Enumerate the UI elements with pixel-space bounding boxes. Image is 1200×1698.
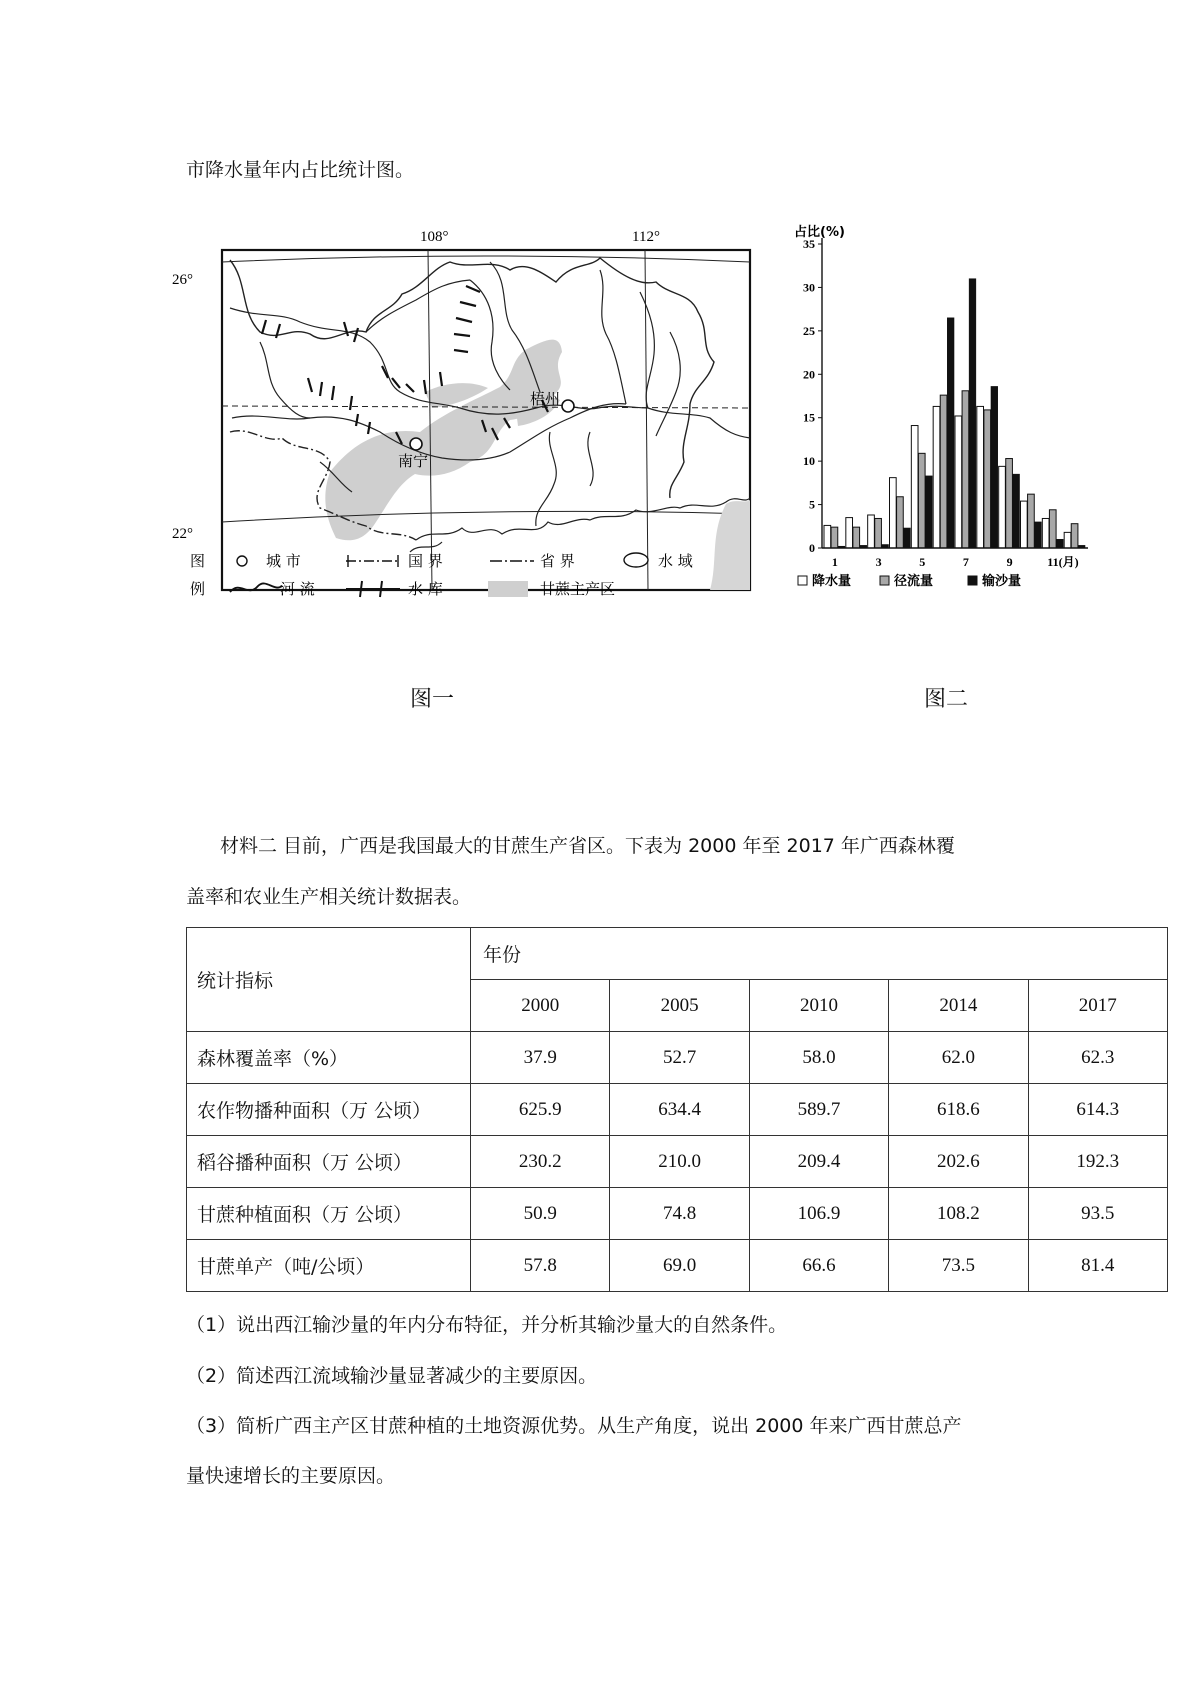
bar-径流量-9 — [1006, 459, 1013, 548]
bar-径流量-4 — [897, 497, 904, 548]
legend-label: 输沙量 — [982, 574, 1022, 589]
table-row — [187, 1240, 1168, 1292]
table-cell: 37.9 — [471, 1032, 610, 1084]
table-cell: 230.2 — [471, 1136, 610, 1188]
year-cell: 2017 — [1028, 980, 1167, 1032]
x-tick-label: 5 — [919, 555, 926, 569]
x-tick-label: 1 — [831, 555, 838, 569]
table-cell: 202.6 — [889, 1136, 1028, 1188]
bar-径流量-7 — [962, 391, 969, 548]
table-cell: 69.0 — [610, 1240, 749, 1292]
bar-径流量-6 — [940, 395, 947, 548]
stats-table — [186, 927, 1168, 1292]
lon-108-label: 108° — [420, 229, 449, 245]
legend-city-icon — [237, 556, 247, 566]
bar-输沙量-4 — [904, 528, 911, 548]
legend-water-icon — [624, 553, 648, 567]
material2-line2: 盖率和农业生产相关统计数据表。 — [186, 886, 472, 908]
table-cell: 210.0 — [610, 1136, 749, 1188]
table-cell: 52.7 — [610, 1032, 749, 1084]
city-wuzhou-marker — [562, 400, 574, 412]
y-tick-label: 10 — [803, 454, 815, 469]
y-tick-label: 0 — [809, 541, 815, 555]
x-tick-label: 11(月) — [1047, 555, 1079, 569]
legend-label: 降水量 — [812, 574, 852, 589]
bar-径流量-11 — [1049, 510, 1056, 548]
table-cell: 58.0 — [749, 1032, 888, 1084]
y-tick-label: 15 — [803, 410, 815, 425]
y-tick-label: 5 — [809, 497, 815, 512]
legend-sugarcane-icon — [488, 581, 528, 597]
bar-降水量-12 — [1064, 532, 1071, 548]
table-cell: 108.2 — [889, 1188, 1028, 1240]
table-cell: 589.7 — [749, 1084, 888, 1136]
bar-降水量-1 — [824, 525, 831, 548]
legend-swatch-径流量 — [880, 576, 889, 585]
bar-降水量-5 — [911, 426, 918, 548]
table-cell: 614.3 — [1028, 1084, 1167, 1136]
bar-降水量-2 — [846, 518, 853, 548]
bar-径流量-10 — [1028, 494, 1035, 548]
bar-输沙量-8 — [991, 386, 998, 548]
question-1: （1）说出西江输沙量的年内分布特征，并分析其输沙量大的自然条件。 — [186, 1314, 788, 1336]
table-row — [187, 1032, 1168, 1084]
bar-降水量-9 — [999, 466, 1006, 548]
question-3-line1: （3）简析广西主产区甘蔗种植的土地资源优势。从生产角度，说出 2000 年来广西甘蔗总产 — [186, 1415, 962, 1437]
y-tick-label: 20 — [803, 367, 815, 382]
table-cell: 62.0 — [889, 1032, 1028, 1084]
year-cell: 2014 — [889, 980, 1028, 1032]
bar-径流量-5 — [918, 453, 925, 548]
bar-径流量-8 — [984, 410, 991, 548]
bar-径流量-1 — [831, 527, 838, 548]
legend-river-label: 河 流 — [280, 580, 315, 598]
question-3-line2: 量快速增长的主要原因。 — [186, 1465, 396, 1487]
legend-title-1: 图 — [190, 552, 206, 570]
legend-city-label: 城 市 — [266, 552, 301, 570]
chart-ylabel: 占比(%) — [794, 225, 845, 240]
city-nanning-label: 南宁 — [398, 452, 429, 470]
table-cell: 66.6 — [749, 1240, 888, 1292]
guangxi-map — [170, 222, 760, 662]
year-cell: 2010 — [749, 980, 888, 1032]
bar-输沙量-9 — [1013, 474, 1020, 548]
table-cell: 62.3 — [1028, 1032, 1167, 1084]
legend-sugarcane-label: 甘蔗主产区 — [540, 580, 616, 598]
lat-22-label: 22° — [172, 526, 193, 542]
bar-输沙量-7 — [969, 279, 976, 548]
x-tick-label: 9 — [1006, 555, 1013, 569]
row-label: 农作物播种面积（万 公顷） — [187, 1084, 471, 1136]
x-tick-label: 7 — [962, 555, 969, 569]
y-tick-label: 25 — [803, 323, 815, 338]
chart-caption: 图二 — [924, 687, 969, 712]
row-label: 森林覆盖率（%） — [187, 1032, 471, 1084]
legend-reservoir-label: 水 库 — [408, 580, 443, 598]
legend-water-label: 水 域 — [658, 552, 693, 570]
table-cell: 618.6 — [889, 1084, 1028, 1136]
bar-降水量-4 — [890, 478, 897, 548]
table-header-year: 年份 — [471, 928, 1168, 980]
bar-降水量-3 — [868, 515, 875, 548]
table-header-indicator: 统计指标 — [187, 928, 471, 1032]
bar-降水量-7 — [955, 416, 962, 548]
legend-border-label: 国 界 — [408, 552, 443, 570]
year-cell: 2005 — [610, 980, 749, 1032]
lon-112-label: 112° — [632, 229, 660, 245]
bar-输沙量-6 — [947, 318, 954, 548]
table-cell: 74.8 — [610, 1188, 749, 1240]
table-row — [187, 1188, 1168, 1240]
city-wuzhou-label: 梧州 — [530, 390, 561, 408]
bar-径流量-2 — [853, 527, 860, 548]
table-cell: 192.3 — [1028, 1136, 1167, 1188]
bar-降水量-10 — [1021, 501, 1028, 548]
table-cell: 81.4 — [1028, 1240, 1167, 1292]
table-cell: 106.9 — [749, 1188, 888, 1240]
bar-径流量-3 — [875, 518, 882, 548]
row-label: 甘蔗种植面积（万 公顷） — [187, 1188, 471, 1240]
year-cell: 2000 — [471, 980, 610, 1032]
bar-输沙量-11 — [1056, 539, 1063, 548]
table-cell: 93.5 — [1028, 1188, 1167, 1240]
lat-26-label: 26° — [172, 272, 193, 288]
row-label: 稻谷播种面积（万 公顷） — [187, 1136, 471, 1188]
table-cell: 57.8 — [471, 1240, 610, 1292]
bar-降水量-8 — [977, 406, 984, 548]
question-2: （2）简述西江流域输沙量显著减少的主要原因。 — [186, 1365, 598, 1387]
intro-line: 市降水量年内占比统计图。 — [186, 159, 415, 181]
table-cell: 73.5 — [889, 1240, 1028, 1292]
y-tick-label: 35 — [803, 237, 815, 251]
row-label: 甘蔗单产（吨/公顷） — [187, 1240, 471, 1292]
legend-swatch-降水量 — [798, 576, 807, 585]
bar-径流量-12 — [1071, 524, 1078, 548]
y-tick-label: 30 — [803, 280, 815, 295]
city-nanning-marker — [410, 438, 422, 450]
bar-输沙量-10 — [1035, 522, 1042, 548]
table-row — [187, 1084, 1168, 1136]
legend-title-2: 例 — [190, 580, 206, 598]
table-cell: 209.4 — [749, 1136, 888, 1188]
table-cell: 634.4 — [610, 1084, 749, 1136]
legend-swatch-输沙量 — [968, 576, 977, 585]
table-cell: 50.9 — [471, 1188, 610, 1240]
map-caption: 图一 — [410, 687, 455, 712]
legend-label: 径流量 — [894, 574, 934, 589]
material2-line1: 材料二 目前，广西是我国最大的甘蔗生产省区。下表为 2000 年至 2017 年广西森林覆 — [220, 835, 955, 857]
bar-输沙量-5 — [925, 476, 932, 548]
bar-降水量-6 — [933, 406, 940, 548]
runoff-sediment-chart — [788, 222, 1098, 642]
legend-province-label: 省 界 — [540, 552, 575, 570]
table-cell: 625.9 — [471, 1084, 610, 1136]
table-row — [187, 1136, 1168, 1188]
bar-降水量-11 — [1042, 518, 1049, 548]
x-tick-label: 3 — [875, 555, 882, 569]
